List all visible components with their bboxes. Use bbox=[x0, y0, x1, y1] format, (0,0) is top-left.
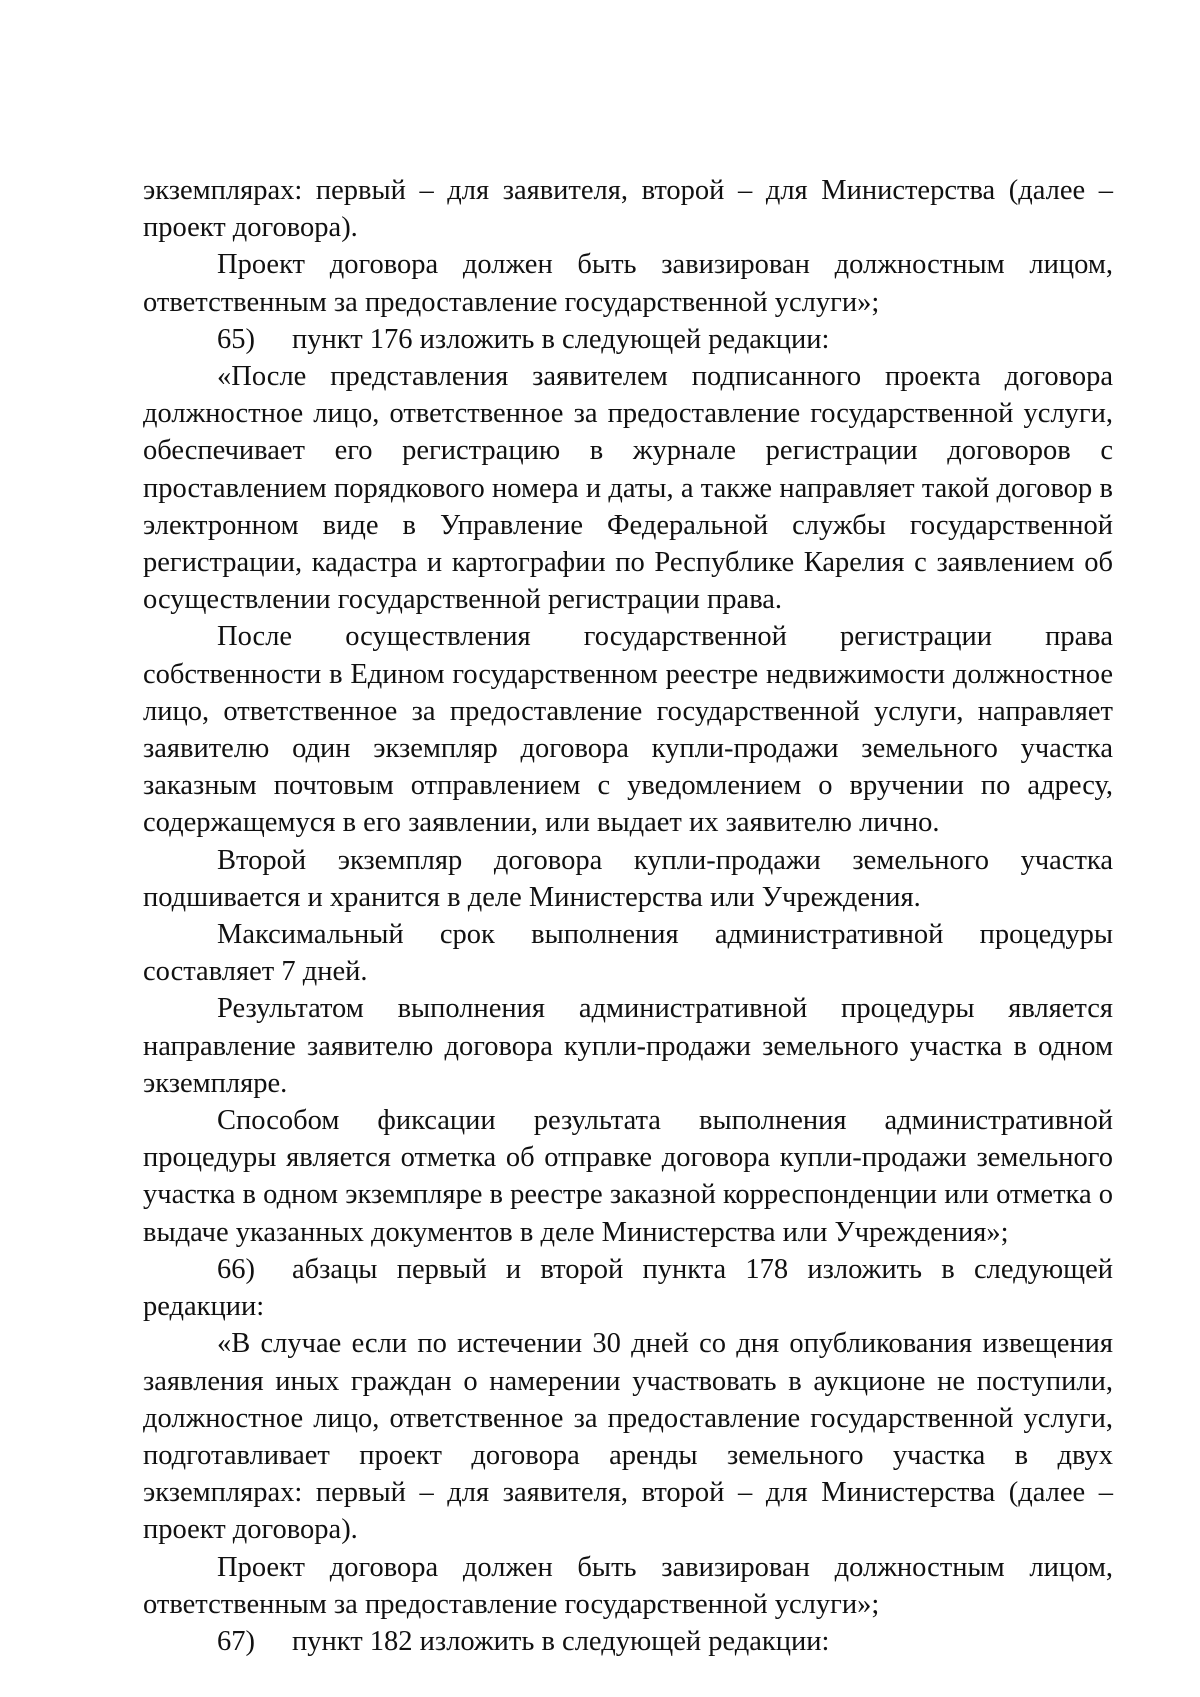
paragraph: Результатом выполнения административной процедуры является направление заявителю договора купли-продажи земельного участка в одном экземпляре. bbox=[143, 993, 1113, 1099]
paragraph: Проект договора должен быть завизирован должностным лицом, ответственным за предоставление государственной услуги»; bbox=[143, 1551, 1113, 1620]
paragraph: Второй экземпляр договора купли-продажи земельного участка подшивается и хранится в деле Министерства или Учреждения. bbox=[143, 844, 1113, 913]
list-item-65 bbox=[143, 321, 1113, 358]
item-text: пункт 176 изложить в следующей редакции: bbox=[292, 323, 830, 355]
paragraph: Способом фиксации результата выполнения административной процедуры является отметка об отправке договора купли-продажи земельного участка в одном экземпляре в реестре заказной корреспонденции или отметка о выдаче указанных документов в деле Министерства или Учреждения»; bbox=[143, 1105, 1113, 1248]
paragraph-continuation: экземплярах: первый – для заявителя, второй – для Министерства (далее – проект договора). bbox=[143, 175, 1113, 244]
item-text: пункт 182 изложить в следующей редакции: bbox=[292, 1625, 830, 1657]
item-text: абзацы первый и второй пункта 178 изложить в следующей редакции: bbox=[143, 1253, 1113, 1323]
paragraph: Максимальный срок выполнения административной процедуры составляет 7 дней. bbox=[143, 919, 1113, 988]
item-number: 66) bbox=[217, 1253, 255, 1285]
item-number: 67) bbox=[217, 1625, 255, 1657]
list-item-67 bbox=[143, 1623, 1113, 1660]
list-item-66 bbox=[143, 1251, 1113, 1325]
paragraph: После осуществления государственной регистрации права собственности в Едином государственном реестре недвижимости должностное лицо, ответственное за предоставление государственной услуги, направляет заявителю один экземпляр договора купли-продажи земельного участка заказным почтовым отправлением с уведомлением о вручении по адресу, содержащемуся в его заявлении, или выдает их заявителю лично. bbox=[143, 621, 1113, 839]
document-body bbox=[143, 172, 1113, 1660]
paragraph: Проект договора должен быть завизирован должностным лицом, ответственным за предоставление государственной услуги»; bbox=[143, 249, 1113, 318]
item-number: 65) bbox=[217, 323, 255, 355]
paragraph: «В случае если по истечении 30 дней со дня опубликования извещения заявления иных граждан о намерении участвовать в аукционе не поступили, должностное лицо, ответственное за предоставление государственной услуги, подготавливает проект договора аренды земельного участка в двух экземплярах: первый – для заявителя, второй – для Министерства (далее – проект договора). bbox=[143, 1328, 1113, 1546]
paragraph: «После представления заявителем подписанного проекта договора должностное лицо, ответственное за предоставление государственной услуги, обеспечивает его регистрацию в журнале регистрации договоров с проставлением порядкового номера и даты, а также направляет такой договор в электронном виде в Управление Федеральной службы государственной регистрации, кадастра и картографии по Республике Карелия с заявлением об осуществлении государственной регистрации права. bbox=[143, 361, 1113, 616]
